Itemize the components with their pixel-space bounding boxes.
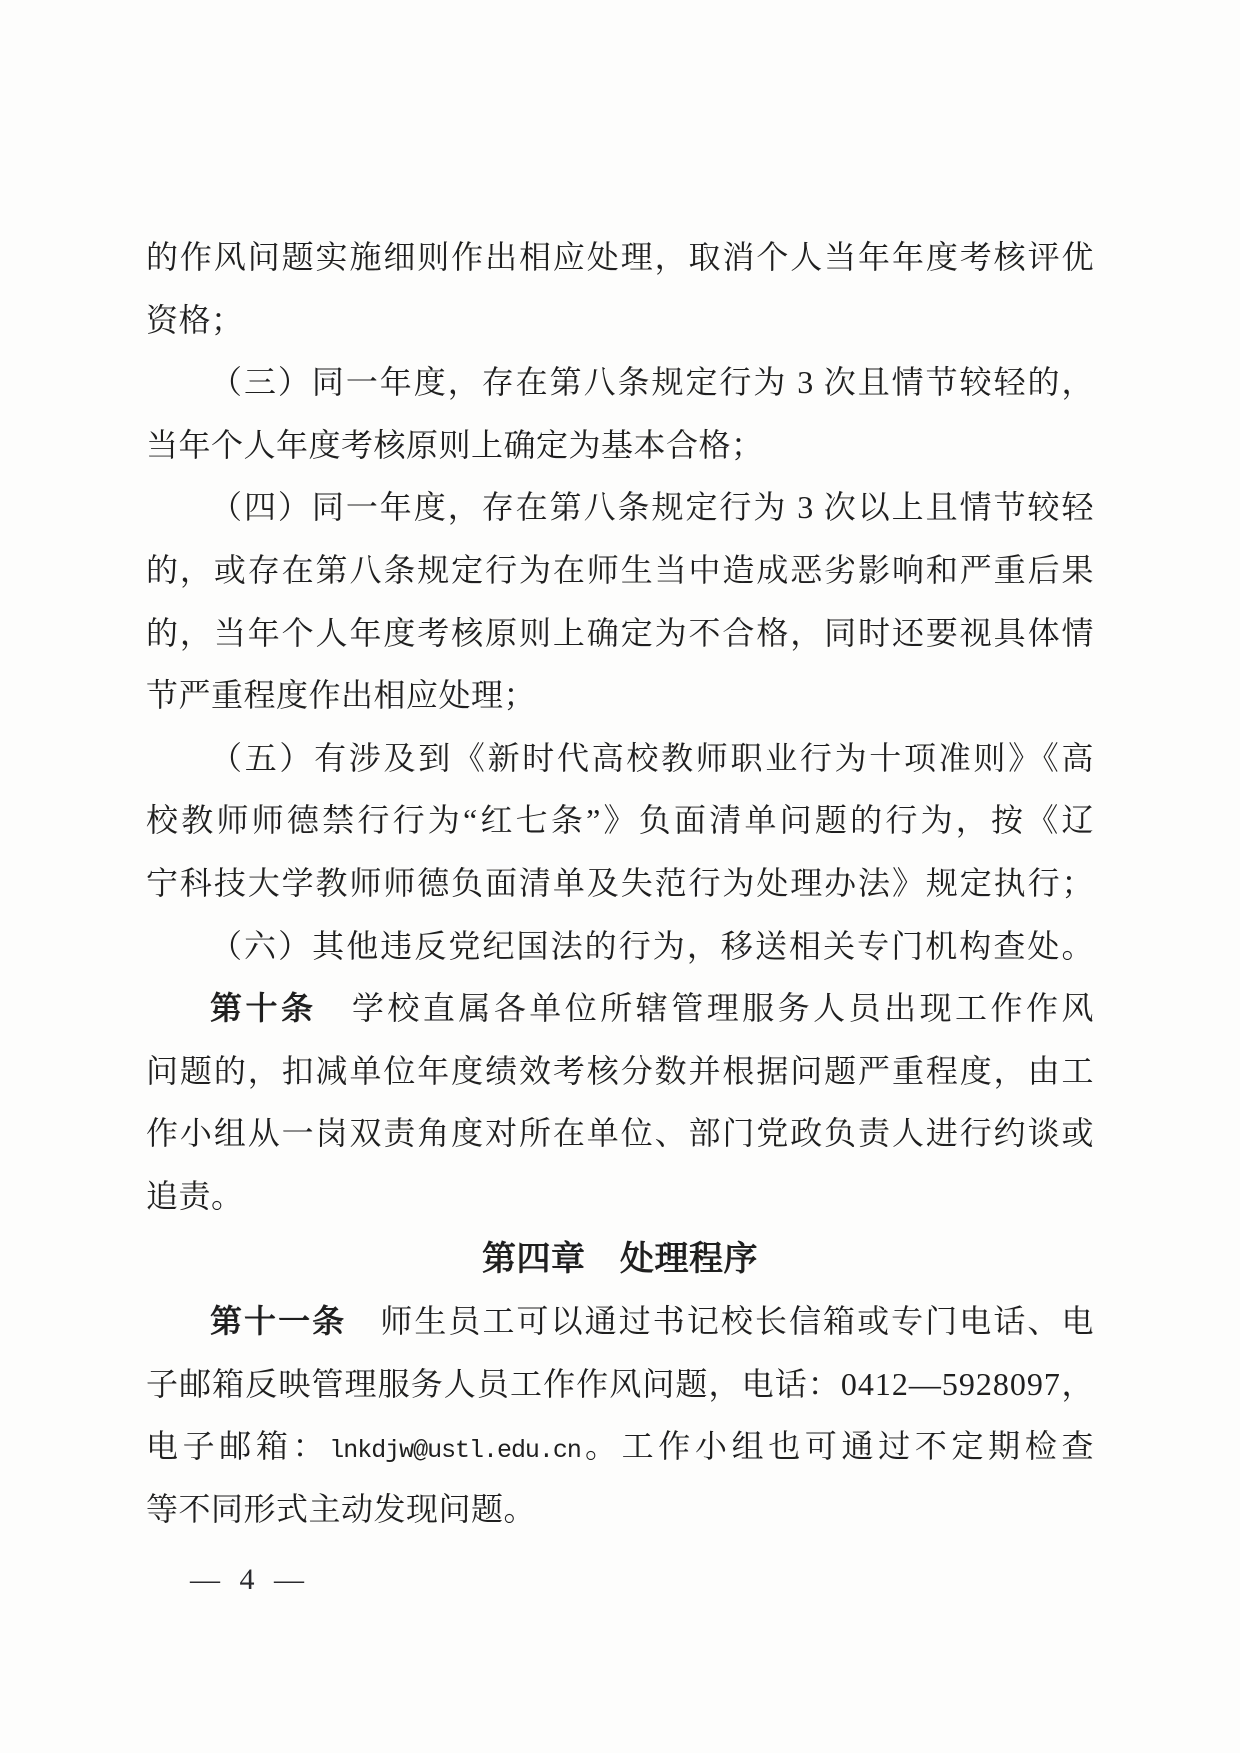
text-line bbox=[146, 664, 1094, 727]
text-segment: 师生员工可以通过书记校长信箱或专门电话、电 bbox=[380, 1303, 1094, 1340]
text-segment: （三）同一年度，存在第八条规定行为 3 次且情节较轻的， bbox=[210, 364, 1094, 401]
text-line bbox=[146, 852, 1094, 915]
text-segment: （六）其他违反党纪国法的行为，移送相关专门机构查处。 bbox=[210, 927, 1094, 964]
text-segment: 问题的，扣减单位年度绩效考核分数并根据问题严重程度，由工 bbox=[146, 1052, 1094, 1089]
text-line bbox=[146, 915, 1094, 978]
text-line bbox=[146, 539, 1094, 602]
text-segment: ， bbox=[1060, 1365, 1094, 1402]
phone-number: 0412—5928097 bbox=[840, 1365, 1061, 1402]
text-segment: 的，当年个人年度考核原则上确定为不合格，同时还要视具体情 bbox=[146, 614, 1094, 651]
text-line bbox=[146, 1040, 1094, 1103]
text-line bbox=[146, 1102, 1094, 1165]
text-segment: 电子邮箱： bbox=[146, 1428, 330, 1465]
text-segment: 校教师师德禁行行为“红七条”》负面清单问题的行为，按《辽 bbox=[146, 802, 1094, 839]
text-segment: 的，或存在第八条规定行为在师生当中造成恶劣影响和严重后果 bbox=[146, 551, 1094, 588]
text-segment: 追责。 bbox=[146, 1177, 244, 1214]
text-line bbox=[146, 1165, 1094, 1228]
text-line bbox=[146, 602, 1094, 665]
text-segment: 等不同形式主动发现问题。 bbox=[146, 1490, 537, 1527]
text-segment: 节严重程度作出相应处理； bbox=[146, 677, 537, 714]
text-segment: 当年个人年度考核原则上确定为基本合格； bbox=[146, 426, 764, 463]
page-number: — 4 — bbox=[190, 1563, 310, 1596]
email-address: lnkdjw@ustl.edu.cn bbox=[329, 1437, 581, 1466]
article-label: 第十一条 bbox=[210, 1303, 381, 1340]
text-segment: 子邮箱反映管理服务人员工作作风问题，电话： bbox=[146, 1365, 841, 1402]
text-segment: 。工作小组也可通过不定期检查 bbox=[580, 1428, 1094, 1465]
text-line bbox=[146, 1290, 1094, 1353]
article-label: 第十条 bbox=[210, 990, 352, 1027]
text-segment: 的作风问题实施细则作出相应处理，取消个人当年年度考核评优 bbox=[146, 239, 1094, 275]
text-segment: 学校直属各单位所辖管理服务人员出现工作作风 bbox=[351, 990, 1094, 1027]
text-line bbox=[146, 1478, 1094, 1541]
text-line bbox=[146, 289, 1094, 352]
text-line bbox=[146, 727, 1094, 790]
text-line bbox=[146, 414, 1094, 477]
text-line bbox=[146, 351, 1094, 414]
text-segment: 宁科技大学教师师德负面清单及失范行为处理办法》规定执行； bbox=[146, 864, 1094, 901]
text-line bbox=[146, 789, 1094, 852]
text-segment: 资格； bbox=[146, 301, 244, 338]
text-line bbox=[146, 1415, 1094, 1478]
text-line bbox=[146, 977, 1094, 1040]
text-segment: （五）有涉及到《新时代高校教师职业行为十项准则》《高 bbox=[210, 739, 1094, 776]
document-body bbox=[146, 226, 1094, 1540]
chapter-heading-text: 第四章 处理程序 bbox=[482, 1239, 758, 1278]
text-line bbox=[146, 226, 1094, 289]
text-line bbox=[146, 1353, 1094, 1416]
text-segment: 作小组从一岗双责角度对所在单位、部门党政负责人进行约谈或 bbox=[146, 1115, 1094, 1152]
chapter-heading bbox=[146, 1228, 1094, 1291]
text-segment: （四）同一年度，存在第八条规定行为 3 次以上且情节较轻 bbox=[210, 489, 1094, 526]
text-line bbox=[146, 476, 1094, 539]
